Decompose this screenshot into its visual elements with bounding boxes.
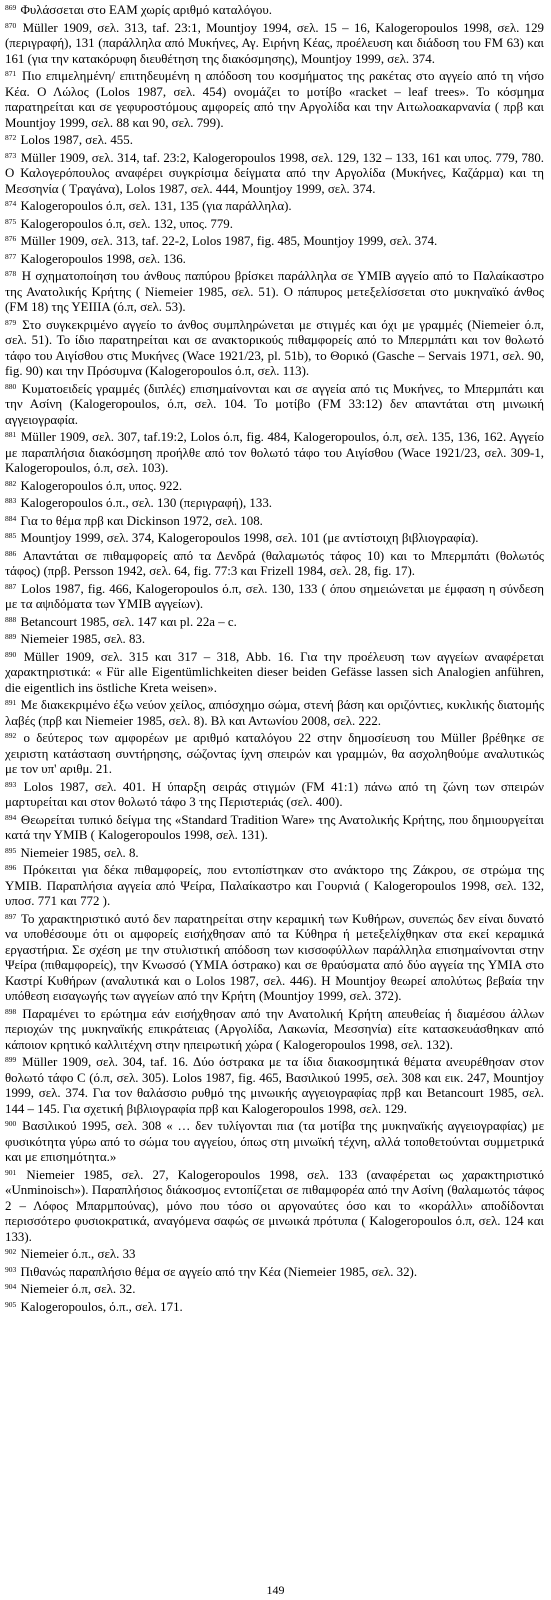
footnote	[5, 430, 544, 477]
footnote	[5, 650, 544, 697]
footnote-number: 904	[5, 1282, 17, 1291]
footnote-text: Niemeier ό.π, σελ. 32.	[20, 1282, 136, 1296]
footnote	[5, 846, 544, 862]
footnote-number: 903	[5, 1264, 17, 1274]
footnote	[5, 1007, 544, 1054]
footnote	[5, 1282, 544, 1298]
footnote	[5, 269, 544, 316]
footnote-text: Το χαρακτηριστικό αυτό δεν παρατηρείται στην κεραμική των Κυθήρων, συνεπώς δεν είναι δυνατό να υποθέσουμε ότι οι αμφορείς εισήχθησαν από τα Κύθηρα ή μετεξελίχθηκαν στα εκεί κεραμικά εργαστήρια. Σε σχέση με την στυλιστική απόδοση των κισσοφύλλων παράλληλα επισημαίνονται στην Ψείρα (πιθαμφορείς), την Κνωσσό (ΥΜΙΑ όστρακο) και σε θραύσματα από δύο αγγεία της ΥΜΙΑ στο Καστρί Κυθήρων (αναλυτικά και ο Lolos 1987, σελ. 446). Η Mountjoy θεωρεί απολύτως βεβαία την υπόθεση εισαγωγής των αγγείων από την Κρήτη (Mountjoy 1999, σελ. 372).	[5, 911, 544, 1003]
footnote-text: Lolos 1987, σελ. 455.	[20, 133, 133, 147]
footnote	[5, 531, 544, 547]
footnote-number: 887	[5, 581, 17, 591]
footnote	[5, 3, 544, 19]
footnote-text: Απαντάται σε πιθαμφορείς από τα Δενδρά (θαλαμωτός τάφος 10) και το Μπερμπάτι (θολωτός τάφος) (πρβ. Persson 1942, σελ. 64, fig. 77:3 και Frizell 1984, σελ. 28, fig. 17).	[5, 548, 545, 578]
footnote-text: Η σχηματοποίηση του άνθους παπύρου βρίσκει παράλληλα σε ΥΜΙΒ αγγείο από το Παλαίκαστρο της Ανατολικής Κρήτης ( Niemeier 1985, σελ. 51). Ο πάπυρος μετεξελίσσεται στο μυκηναϊκό άνθος (FM 18) της ΥΕΙΙΙΑ (ό.π, σελ. 53).	[5, 269, 544, 314]
footnote-number: 902	[5, 1247, 17, 1256]
footnote-text: Müller 1909, σελ. 304, taf. 16. Δύο όστρακα με τα ίδια διακοσμητικά θέματα ανευρέθησαν στον θολωτό τάφο C (ό.π, σελ. 305). Lolos 1987, fig. 465, Βασιλικού 1995, σελ. 308 και εικ. 247, Mountjoy 1999, σελ. 374. Για τον θαλάσσιο ρυθμό της μινωικής αγγειογραφίας πρβ και Betancourt 1985, σελ. 144 – 145. Για σχετική βιβλιογραφία πρβ και Kalogeropoulos 1998, σελ. 129.	[5, 1055, 544, 1116]
footnote	[5, 318, 544, 380]
footnote-number: 899	[5, 1055, 17, 1064]
footnote-number: 884	[5, 513, 17, 523]
footnote-number: 881	[5, 430, 17, 439]
footnote-number: 871	[5, 69, 17, 78]
footnote-text: Niemeier 1985, σελ. 83.	[20, 632, 146, 646]
footnote	[5, 479, 544, 495]
footnote-number: 892	[5, 731, 17, 740]
footnote	[5, 496, 544, 512]
footnote-number: 905	[5, 1299, 17, 1309]
footnote-text: Kalogeropoulos ό.π, σελ. 131, 135 (για παράλληλα).	[20, 199, 292, 213]
footnote-text: Niemeier 1985, σελ. 27, Kalogeropoulos 1998, σελ. 133 (αναφέρεται ως χαρακτηριστικό «Unminoisch»). Παραπλήσιος διάκοσμος εντοπίζεται σε πιθαμφορέα από την Ασίνη (θαλαμωτός τάφος 2 – Λόφος Μπαρμπούνας), μόνο που τόσο οι αργοναύτες όσο και το «κοράλλι» αποδίδονται περισσότερο φυσιοκρατικά, αναγόμενα σαφώς σε μινωικά πρότυπα ( Kalogeropoulos ό.π, σελ. 124 και 133).	[5, 1167, 545, 1244]
footnote-number: 894	[5, 812, 17, 822]
footnote-text: Στο συγκεκριμένο αγγείο το άνθος συμπληρώνεται με στιγμές και όχι με γραμμές (Niemeier ό.π, σελ. 51). Το ίδιο παρατηρείται και σε ανακτορικούς πιθαμφορείς από το Μπερμπάτι και τον θολωτό τάφο του Αιγίσθου στις Μυκήνες (Wace 1921/23, pl. 51b), το Θορικό (Gasche – Servais 1971, σελ. 90, fig. 90) και την Πρόσυμνα (Kalogeropoulos ό.π, σελ. 113).	[5, 317, 544, 378]
footnote-text: Για το θέμα πρβ και Dickinson 1972, σελ. 108.	[20, 513, 263, 528]
footnotes-list	[5, 3, 544, 1315]
footnote-number: 888	[5, 614, 17, 624]
footnote	[5, 151, 544, 198]
footnote	[5, 1119, 544, 1166]
footnote	[5, 549, 544, 580]
footnote-number: 886	[5, 548, 17, 558]
footnote	[5, 252, 544, 268]
footnote-number: 883	[5, 496, 17, 505]
footnote	[5, 698, 544, 729]
footnote-number: 877	[5, 251, 17, 261]
footnote-number: 876	[5, 234, 17, 243]
footnote-number: 874	[5, 199, 17, 208]
footnote-text: Φυλάσσεται στο ΕΑΜ χωρίς αριθμό καταλόγου.	[20, 3, 272, 17]
footnote	[5, 582, 544, 613]
footnote	[5, 133, 544, 149]
footnote	[5, 1055, 544, 1117]
footnote-text: Müller 1909, σελ. 314, taf. 23:2, Kalogeropoulos 1998, σελ. 129, 132 – 133, 161 και υπος. 779, 780. Ο Καλογερόπουλος αναφέρει συγκρίσιμα δείγματα από την Αργολίδα (Μυκήνες, Καζάρμα) και τη Μεσσηνία ( Τραγάνα), Lolos 1987, σελ. 444, Mountjoy 1999, σελ. 374.	[5, 150, 544, 196]
footnote	[5, 632, 544, 648]
footnote-number: 873	[5, 150, 17, 160]
footnote	[5, 69, 544, 131]
footnote	[5, 863, 544, 910]
footnote-text: Müller 1909, σελ. 315 και 317 – 318, Abb. 16. Για την προέλευση των αγγείων αναφέρεται χαρακτηριστικά: « Für alle Eigentümlichkeiten dieser beiden Gefässe lassen sich Analogien anführen, die eigentlich ins östliche Kreta weisen».	[5, 649, 544, 695]
footnote	[5, 199, 544, 215]
footnote-text: Με διακεκριμένο έξω νεύον χείλος, απιόσχημο σώμα, στενή βάση και οριζόντιες, κυκλικής διατομής λαβές (πρβ και Niemeier 1985, σελ. 8). Βλ και Αντωνίου 2008, σελ. 222.	[5, 698, 544, 728]
footnote-number: 879	[5, 317, 17, 327]
footnote-text: Lolos 1987, σελ. 401. Η ύπαρξη σειράς στιγμών (FM 41:1) πάνω από τη ζώνη των σπειρών μαρτυρείται και στον θολωτό τάφο 3 της Περιστεριάς (σελ. 400).	[5, 779, 544, 809]
footnote-text: Πρόκειται για δέκα πιθαμφορείς, που εντοπίστηκαν στο ανάκτορο της Ζάκρου, σε στρώμα της ΥΜΙΒ. Παραπλήσια αγγεία από Ψείρα, Παλαίκαστρο και Γουρνιά ( Kalogeropoulos 1998, σελ. 132, υποσ. 771 και 772 ).	[5, 863, 544, 908]
footnote-number: 875	[5, 216, 17, 226]
footnote	[5, 217, 544, 233]
footnote	[5, 1168, 544, 1246]
footnote	[5, 1265, 544, 1281]
footnote-number: 872	[5, 133, 17, 142]
footnote-text: Θεωρείται τυπικό δείγμα της «Standard Tradition Ware» της Ανατολικής Κρήτης, που δημιουργείται κατά την ΥΜΙΒ ( Kalogeropoulos 1998, σελ. 131).	[5, 812, 544, 842]
footnote-number: 885	[5, 531, 17, 540]
footnote	[5, 234, 544, 250]
footnote-text: Mountjoy 1999, σελ. 374, Kalogeropoulos 1998, σελ. 101 (με αντίστοιχη βιβλιογραφία).	[20, 531, 479, 545]
footnote-text: Müller 1909, σελ. 307, taf.19:2, Lolos ό.π, fig. 484, Kalogeropoulos, ό.π, σελ. 135, 136, 162. Αγγείο με παραπλήσια διακόσμηση προήλθε από τον θολωτό τάφο του Αιγίσθου (Wace 1921/23, σελ. 309-1, Kalogeropoulos, ό.π, σελ. 103).	[5, 430, 544, 475]
footnote-number: 897	[5, 911, 17, 921]
footnote-number: 895	[5, 845, 17, 855]
footnote-text: Lolos 1987, fig. 466, Kalogeropoulos ό.π, σελ. 130, 133 ( όπου σημειώνεται με έμφαση η σύνδεση με τα αψιδόματα των ΥΜΙΒ αγγείων).	[5, 581, 544, 611]
footnote	[5, 813, 544, 844]
footnote	[5, 780, 544, 811]
footnote-number: 901	[5, 1167, 17, 1177]
footnote-number: 882	[5, 478, 17, 488]
footnote-number: 898	[5, 1006, 17, 1016]
footnote-text: Müller 1909, σελ. 313, taf. 22-2, Lolos 1987, fig. 485, Mountjoy 1999, σελ. 374.	[20, 234, 438, 248]
page-number: 149	[266, 1582, 285, 1597]
footnote-number: 890	[5, 649, 17, 659]
footnote-number: 891	[5, 698, 17, 707]
footnote-text: Niemeier 1985, σελ. 8.	[20, 845, 139, 860]
footnote-text: Πιο επιμελημένη/ επιτηδευμένη η απόδοση του κοσμήματος της ρακέτας στο αγγείο από τη νήσο Κέα. Ο Λώλος (Lolos 1987, σελ. 454) ονομάζει το μοτίβο «racket – leaf trees». Το κόσμημα παρατηρείται και σε γεφυροστόμους αμφορείς από την Αργολίδα και την Αιτωλοακαρνανία ( πρβ και Mountjoy 1999, σελ. 88 και 90, σελ. 799).	[5, 69, 544, 130]
footnote	[5, 615, 544, 631]
footnote-text: Niemeier ό.π., σελ. 33	[20, 1247, 136, 1261]
footnote-number: 869	[5, 3, 17, 12]
footnote	[5, 1300, 544, 1316]
footnote-number: 900	[5, 1119, 17, 1128]
footnote-text: Βασιλικού 1995, σελ. 308 « … δεν τυλίγονται πια (τα μοτίβα της μυκηναϊκής αγγειογραφίας) με φυσικότητα γύρω από το σώμα του αγγείου, όπως στη μινωϊκή τέχνη, αλλά τοποθετούνται συμμετρικά και με επισημότητα.»	[5, 1119, 544, 1164]
footnote	[5, 514, 544, 530]
footnote	[5, 912, 544, 1005]
footnote-number: 880	[5, 381, 17, 391]
footnote-text: Kalogeropoulos, ό.π., σελ. 171.	[20, 1299, 183, 1314]
footnote-number: 896	[5, 863, 17, 872]
footnote-number: 889	[5, 632, 17, 641]
footnote-text: Kalogeropoulos 1998, σελ. 136.	[20, 251, 186, 266]
footnote-text: Πιθανώς παραπλήσιο θέμα σε αγγείο από την Κέα (Niemeier 1985, σελ. 32).	[20, 1264, 418, 1279]
footnote-text: Müller 1909, σελ. 313, taf. 23:1, Mountjoy 1994, σελ. 15 – 16, Kalogeropoulos 1998, σελ. 129 (περιγραφή), 131 (παράλληλα από Μυκήνες, Αγ. Ειρήνη Κέας, προέλευση και διάδοση του FM 63) και 161 (για την κατακόρυφη διευθέτηση της διακόσμησης), Mountjoy 1999, σελ. 374.	[5, 20, 544, 66]
footnote	[5, 382, 544, 429]
footnote	[5, 21, 544, 68]
footnote-text: Παραμένει το ερώτημα εάν εισήχθησαν από την Ανατολική Κρήτη απευθείας ή διαμέσου άλλων περιοχών της μυκηναϊκής επικράτειας (Αργολίδα, Λακωνία, Μεσσηνία) είτε κατασκευάσθηκαν από κάποιον κρητικό καλλιτέχνη στην ηπειρωτική χώρα ( Kalogeropoulos 1998, σελ. 132).	[5, 1006, 544, 1052]
footnote-text: Kalogeropoulos ό.π., σελ. 130 (περιγραφή), 133.	[20, 496, 272, 510]
footnote-text: Κυματοειδείς γραμμές (διπλές) επισημαίνονται και σε αγγεία από τις Μυκήνες, το Μπερμπάτι και την Ασίνη (Kalogeropoulos, ό.π, σελ. 104. Το μοτίβο (FM 33:12) δεν απαντάται στη μινωική αγγειογραφία.	[5, 381, 544, 427]
footnote-number: 870	[5, 20, 17, 30]
footnote-number: 878	[5, 269, 17, 278]
footnote-text: Betancourt 1985, σελ. 147 και pl. 22a – c.	[20, 614, 237, 629]
footnote-text: ο δεύτερος των αμφορέων με αριθμό καταλόγου 22 στην δημοσίευση του Müller βρέθηκε σε χειριστη κατάσταση συντήρησης, σώζοντας ίχνη σπειρών και γραμμών, θα ασχοληθούμε αναλυτικώς με τον υπ' αριθμ. 21.	[5, 731, 544, 776]
footnote-number: 893	[5, 779, 17, 789]
footnote-text: Kalogeropoulos ό.π, υπος. 922.	[20, 478, 183, 493]
footnote	[5, 1247, 544, 1263]
footnote-text: Kalogeropoulos ό.π, σελ. 132, υπος. 779.	[20, 216, 233, 231]
footnote	[5, 731, 544, 778]
